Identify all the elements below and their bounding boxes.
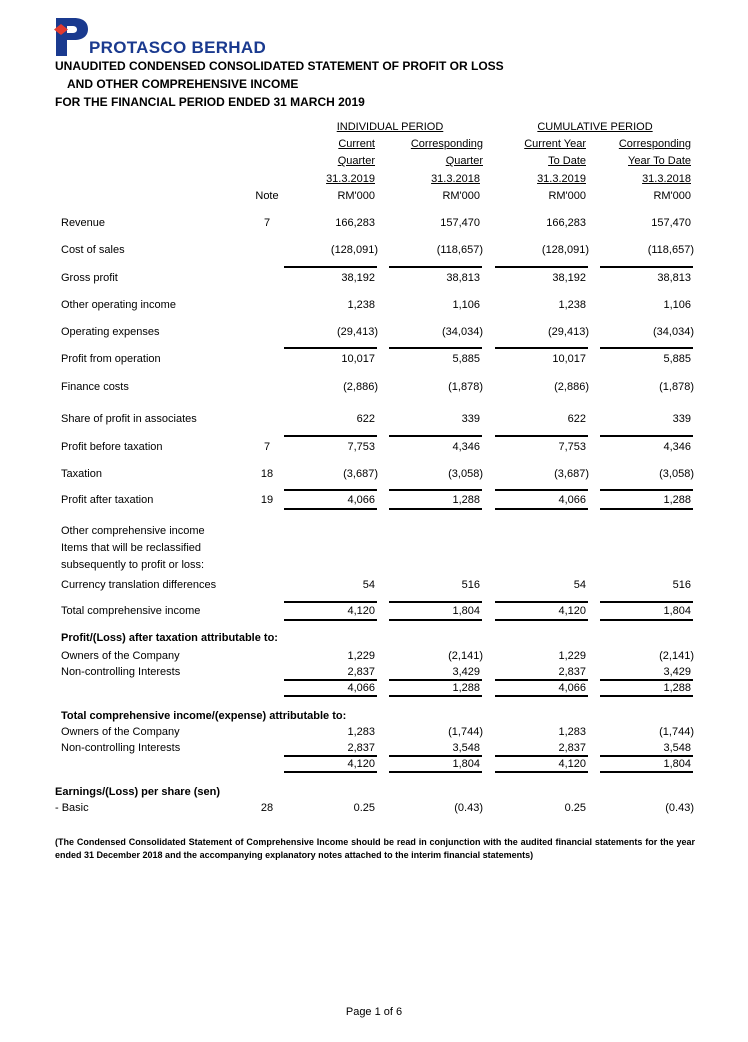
total-rule	[600, 508, 693, 510]
tci-nci-value-col2: 3,548	[452, 742, 480, 754]
header-col2-date: 31.3.2018	[431, 173, 480, 185]
pat-owners-value-col4: (2,141)	[659, 650, 694, 662]
total-rule	[495, 508, 588, 510]
taxation-value-col4: (3,058)	[659, 468, 694, 480]
currency-translation-value-col3: 54	[573, 579, 586, 591]
header-col3-line1: Current Year	[524, 138, 586, 150]
total-comprehensive-income-value-col2: 1,804	[452, 605, 480, 617]
total-rule	[389, 435, 482, 437]
other-operating-income-value-col2: 1,106	[452, 299, 480, 311]
total-rule	[284, 435, 377, 437]
tci-owners-value-col2: (1,744)	[448, 726, 483, 738]
pat-owners-value-col3: 1,229	[558, 650, 586, 662]
tci-owners-label: Owners of the Company	[61, 726, 180, 738]
taxation-note: 18	[260, 468, 274, 480]
profit-from-operation-value-col4: 5,885	[663, 353, 691, 365]
tci-nci-value-col4: 3,548	[663, 742, 691, 754]
gross-profit-value-col1: 38,192	[341, 272, 375, 284]
tci-attributable-heading: Total comprehensive income/(expense) attributable to:	[61, 710, 347, 722]
total-rule	[600, 619, 693, 621]
profit-before-taxation-value-col4: 4,346	[663, 441, 691, 453]
protasco-p-logo-icon	[54, 18, 88, 56]
eps-basic-value-col3: 0.25	[564, 802, 586, 814]
header-col2-line1: Corresponding	[410, 138, 483, 150]
total-rule	[495, 619, 588, 621]
total-rule	[389, 619, 482, 621]
operating-expenses-value-col4: (34,034)	[653, 326, 694, 338]
total-rule	[495, 755, 588, 757]
taxation-value-col1: (3,687)	[343, 468, 378, 480]
total-rule	[600, 489, 693, 491]
total-rule	[389, 695, 482, 697]
pat-total-value-col3: 4,066	[558, 682, 586, 694]
finance-costs-value-col4: (1,878)	[659, 381, 694, 393]
header-col4-line1: Corresponding	[618, 138, 691, 150]
header-col3-unit: RM'000	[548, 190, 586, 202]
total-rule	[495, 679, 588, 681]
gross-profit-label: Gross profit	[61, 272, 118, 284]
oci-heading-line-1: Other comprehensive income	[61, 525, 205, 537]
header-col4-unit: RM'000	[653, 190, 691, 202]
cost-of-sales-value-col2: (118,657)	[436, 244, 483, 256]
header-col4-line2: Year To Date	[628, 155, 691, 167]
eps-basic-value-col1: 0.25	[353, 802, 375, 814]
total-rule	[284, 771, 377, 773]
tci-nci-value-col3: 2,837	[558, 742, 586, 754]
profit-before-taxation-value-col1: 7,753	[347, 441, 375, 453]
statement-title-line-2: AND OTHER COMPREHENSIVE INCOME	[67, 77, 299, 91]
profit-before-taxation-value-col2: 4,346	[452, 441, 480, 453]
total-rule	[284, 266, 377, 268]
pat-nci-value-col1: 2,837	[347, 666, 375, 678]
footnote: (The Condensed Consolidated Statement of Comprehensive Income should be read in conjunction with the audited financial statements for the year ended 31 December 2018 and the accompanying explanatory notes attached to the interim financial statements)	[55, 837, 695, 860]
pat-total-value-col4: 1,288	[663, 682, 691, 694]
pat-total-value-col1: 4,066	[347, 682, 375, 694]
header-col2-line2: Quarter	[445, 155, 483, 167]
currency-translation-value-col4: 516	[672, 579, 691, 591]
other-operating-income-value-col4: 1,106	[663, 299, 691, 311]
operating-expenses-value-col2: (34,034)	[442, 326, 483, 338]
total-rule	[600, 755, 693, 757]
oci-heading-line-2: Items that will be reclassified	[61, 542, 201, 554]
total-rule	[600, 601, 693, 603]
header-col3-date: 31.3.2019	[537, 173, 586, 185]
revenue-value-col2: 157,470	[440, 217, 480, 229]
eps-heading: Earnings/(Loss) per share (sen)	[55, 786, 221, 798]
header-col3-line2: To Date	[548, 155, 586, 167]
total-rule	[495, 771, 588, 773]
header-col1-line1: Current	[338, 138, 375, 150]
total-rule	[600, 771, 693, 773]
header-col1-line2: Quarter	[337, 155, 375, 167]
pat-nci-value-col2: 3,429	[452, 666, 480, 678]
share-of-profit-associates-value-col3: 622	[567, 413, 586, 425]
profit-from-operation-label: Profit from operation	[61, 353, 161, 365]
cost-of-sales-value-col1: (128,091)	[330, 244, 378, 256]
pat-attributable-heading: Profit/(Loss) after taxation attributable to:	[61, 632, 278, 644]
total-rule	[389, 508, 482, 510]
total-rule	[600, 347, 693, 349]
total-rule	[495, 435, 588, 437]
tci-owners-value-col4: (1,744)	[659, 726, 694, 738]
profit-after-taxation-value-col3: 4,066	[558, 494, 586, 506]
cost-of-sales-value-col4: (118,657)	[647, 244, 694, 256]
currency-translation-label: Currency translation differences	[61, 579, 217, 591]
statement-title-line-3: FOR THE FINANCIAL PERIOD ENDED 31 MARCH 2019	[55, 95, 365, 109]
tci-owners-value-col1: 1,283	[347, 726, 375, 738]
total-comprehensive-income-value-col4: 1,804	[663, 605, 691, 617]
total-rule	[495, 266, 588, 268]
total-rule	[284, 695, 377, 697]
profit-after-taxation-note: 19	[260, 494, 274, 506]
total-comprehensive-income-value-col3: 4,120	[558, 605, 586, 617]
finance-costs-value-col1: (2,886)	[343, 381, 378, 393]
tci-nci-value-col1: 2,837	[347, 742, 375, 754]
header-col2-unit: RM'000	[442, 190, 480, 202]
total-rule	[284, 489, 377, 491]
currency-translation-value-col1: 54	[362, 579, 375, 591]
cost-of-sales-label: Cost of sales	[61, 244, 125, 256]
total-rule	[389, 755, 482, 757]
pat-owners-value-col2: (2,141)	[448, 650, 483, 662]
page-number: Page 1 of 6	[345, 1006, 403, 1018]
profit-before-taxation-value-col3: 7,753	[558, 441, 586, 453]
total-rule	[284, 601, 377, 603]
tci-total-value-col2: 1,804	[452, 758, 480, 770]
profit-after-taxation-label: Profit after taxation	[61, 494, 154, 506]
pat-nci-value-col3: 2,837	[558, 666, 586, 678]
operating-expenses-value-col1: (29,413)	[337, 326, 378, 338]
total-rule	[389, 266, 482, 268]
share-of-profit-associates-value-col2: 339	[461, 413, 480, 425]
tci-owners-value-col3: 1,283	[558, 726, 586, 738]
header-cumulative-period: CUMULATIVE PERIOD	[537, 121, 653, 133]
tci-total-value-col4: 1,804	[663, 758, 691, 770]
total-rule	[389, 771, 482, 773]
header-col1-date: 31.3.2019	[326, 173, 375, 185]
total-rule	[495, 489, 588, 491]
other-operating-income-label: Other operating income	[61, 299, 176, 311]
total-rule	[389, 679, 482, 681]
pat-nci-value-col4: 3,429	[663, 666, 691, 678]
profit-from-operation-value-col3: 10,017	[552, 353, 586, 365]
pat-owners-value-col1: 1,229	[347, 650, 375, 662]
finance-costs-label: Finance costs	[61, 381, 129, 393]
oci-heading-line-3: subsequently to profit or loss:	[61, 559, 205, 571]
header-individual-period: INDIVIDUAL PERIOD	[336, 121, 444, 133]
eps-basic-note: 28	[260, 802, 274, 814]
eps-basic-label: - Basic	[55, 802, 89, 814]
share-of-profit-associates-value-col1: 622	[356, 413, 375, 425]
total-comprehensive-income-label: Total comprehensive income	[61, 605, 201, 617]
total-rule	[495, 601, 588, 603]
eps-basic-value-col4: (0.43)	[665, 802, 694, 814]
share-of-profit-associates-label: Share of profit in associates	[61, 413, 197, 425]
operating-expenses-value-col3: (29,413)	[548, 326, 589, 338]
total-rule	[284, 347, 377, 349]
tci-total-value-col3: 4,120	[558, 758, 586, 770]
gross-profit-value-col4: 38,813	[657, 272, 691, 284]
profit-after-taxation-value-col1: 4,066	[347, 494, 375, 506]
taxation-label: Taxation	[61, 468, 102, 480]
statement-title-line-1: UNAUDITED CONDENSED CONSOLIDATED STATEMENT OF PROFIT OR LOSS	[55, 59, 504, 73]
pat-owners-label: Owners of the Company	[61, 650, 180, 662]
profit-before-taxation-label: Profit before taxation	[61, 441, 163, 453]
total-rule	[600, 679, 693, 681]
cost-of-sales-value-col3: (128,091)	[541, 244, 589, 256]
total-rule	[284, 679, 377, 681]
total-rule	[600, 695, 693, 697]
revenue-value-col1: 166,283	[335, 217, 375, 229]
taxation-value-col3: (3,687)	[554, 468, 589, 480]
tci-nci-label: Non-controlling Interests	[61, 742, 181, 754]
pat-total-value-col2: 1,288	[452, 682, 480, 694]
total-rule	[284, 508, 377, 510]
total-rule	[600, 435, 693, 437]
total-rule	[600, 266, 693, 268]
finance-costs-value-col2: (1,878)	[448, 381, 483, 393]
finance-costs-value-col3: (2,886)	[554, 381, 589, 393]
share-of-profit-associates-value-col4: 339	[672, 413, 691, 425]
revenue-value-col4: 157,470	[651, 217, 691, 229]
total-rule	[495, 347, 588, 349]
gross-profit-value-col3: 38,192	[552, 272, 586, 284]
total-comprehensive-income-value-col1: 4,120	[347, 605, 375, 617]
total-rule	[389, 601, 482, 603]
company-name: PROTASCO BERHAD	[89, 38, 267, 57]
profit-from-operation-value-col1: 10,017	[341, 353, 375, 365]
header-col4-date: 31.3.2018	[642, 173, 691, 185]
total-rule	[284, 755, 377, 757]
currency-translation-value-col2: 516	[461, 579, 480, 591]
header-note: Note	[255, 190, 279, 202]
operating-expenses-label: Operating expenses	[61, 326, 160, 338]
other-operating-income-value-col1: 1,238	[347, 299, 375, 311]
pat-nci-label: Non-controlling Interests	[61, 666, 181, 678]
total-rule	[495, 695, 588, 697]
revenue-label: Revenue	[61, 217, 106, 229]
revenue-value-col3: 166,283	[546, 217, 586, 229]
profit-after-taxation-value-col2: 1,288	[452, 494, 480, 506]
header-col1-unit: RM'000	[337, 190, 375, 202]
total-rule	[389, 347, 482, 349]
gross-profit-value-col2: 38,813	[446, 272, 480, 284]
profit-from-operation-value-col2: 5,885	[452, 353, 480, 365]
eps-basic-value-col2: (0.43)	[454, 802, 483, 814]
other-operating-income-value-col3: 1,238	[558, 299, 586, 311]
taxation-value-col2: (3,058)	[448, 468, 483, 480]
tci-total-value-col1: 4,120	[347, 758, 375, 770]
profit-before-taxation-note: 7	[263, 441, 271, 453]
total-rule	[284, 619, 377, 621]
profit-after-taxation-value-col4: 1,288	[663, 494, 691, 506]
revenue-note: 7	[263, 217, 271, 229]
total-rule	[389, 489, 482, 491]
